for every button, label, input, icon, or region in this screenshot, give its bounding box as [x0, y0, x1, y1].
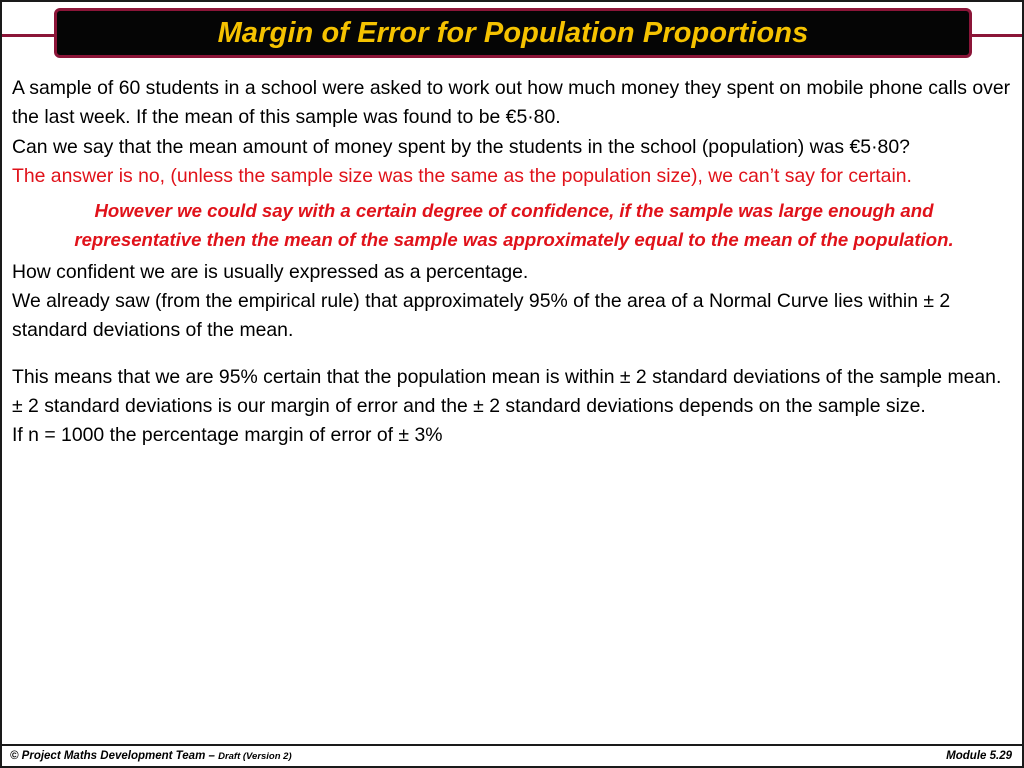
footer-draft-version: Draft (Version 2) — [218, 751, 292, 762]
title-rule-right — [966, 34, 1022, 37]
footer-credit-text: © Project Maths Development Team – — [10, 750, 219, 762]
body-paragraph-margin-of-error: This means that we are 95% certain that the population mean is within ± 2 standard deviations of the sample mean. ± 2 standard deviations is our margin of error and the ± 2 standard deviations depends on the sample size. — [12, 365, 1002, 417]
body-paragraph-answer: The answer is no, (unless the sample size was the same as the population size), we can’t say for certain. — [12, 164, 912, 187]
slide-body — [12, 74, 1016, 451]
body-paragraph-sample-size: If n = 1000 the percentage margin of error of ± 3% — [12, 424, 443, 447]
slide-title: Margin of Error for Population Proportions — [217, 16, 809, 49]
body-paragraph-question: Can we say that the mean amount of money spent by the students in the school (population) was €5·80? — [12, 135, 910, 158]
footer-credit — [10, 750, 292, 762]
title-rule-left — [2, 34, 58, 37]
body-paragraph-sample: A sample of 60 students in a school were asked to work out how much money they spent on mobile phone calls over the last week. If the mean of this sample was found to be €5·80. — [12, 77, 1011, 129]
body-paragraph-emphasis: However we could say with a certain degree of confidence, if the sample was large enough and representative then the mean of the sample was approximately equal to the mean of the population. — [74, 200, 954, 251]
body-paragraph-empirical-rule: We already saw (from the empirical rule) that approximately 95% of the area of a Normal Curve lies within ± 2 standard deviations of the mean. — [12, 290, 951, 342]
footer-module-number: Module 5.29 — [946, 750, 1012, 762]
footer-divider — [2, 744, 1022, 746]
body-paragraph-confidence: How confident we are is usually expressed as a percentage. — [12, 260, 529, 283]
title-bar — [54, 8, 972, 58]
